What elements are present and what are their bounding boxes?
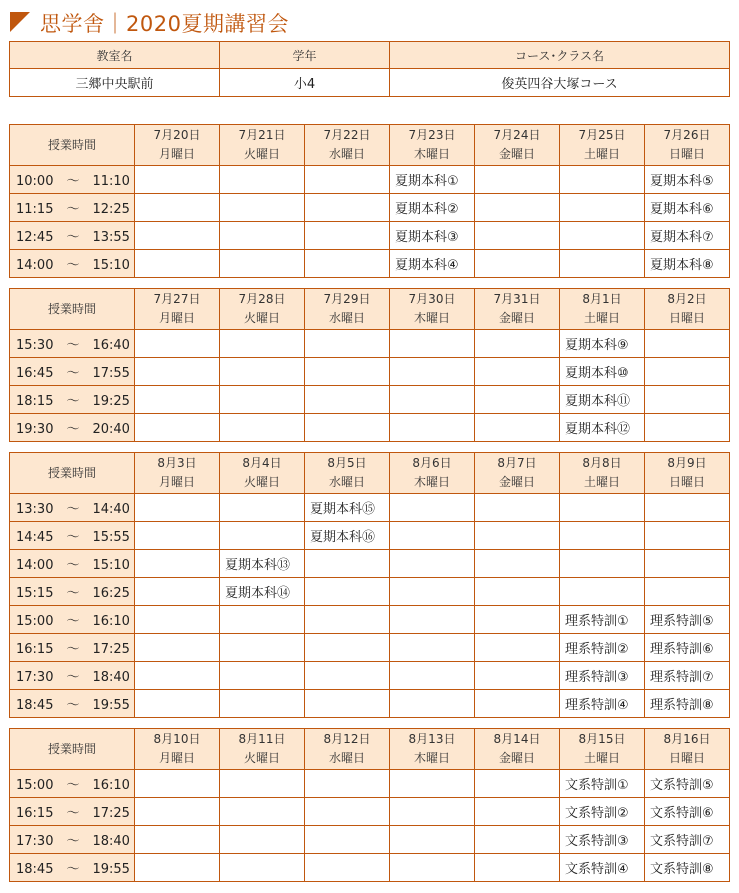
day-date: 8月5日	[327, 456, 367, 470]
day-of-week: 土曜日	[583, 147, 620, 161]
schedule-cell: 夏期本科①	[390, 166, 475, 194]
schedule-cell	[475, 690, 560, 718]
schedule-cell	[135, 358, 220, 386]
schedule-cell	[645, 330, 730, 358]
schedule-cell	[135, 634, 220, 662]
time-slot: 18:45 ～ 19:55	[10, 854, 135, 882]
schedule-row	[10, 494, 730, 522]
schedule-cell	[645, 522, 730, 550]
schedule-cell: 夏期本科③	[390, 222, 475, 250]
schedule-cell	[220, 522, 305, 550]
schedule-cell	[135, 662, 220, 690]
schedule-cell	[135, 550, 220, 578]
schedule-cell	[560, 166, 645, 194]
schedule-cell	[475, 578, 560, 606]
time-slot-header: 授業時間	[10, 289, 135, 330]
schedule-cell	[560, 578, 645, 606]
day-of-week: 月曜日	[158, 475, 195, 489]
day-header	[220, 453, 305, 494]
day-date: 8月8日	[582, 456, 622, 470]
time-slot-header: 授業時間	[10, 729, 135, 770]
schedule-cell	[305, 358, 390, 386]
schedule-cell: 理系特訓⑦	[645, 662, 730, 690]
schedule-cell	[475, 522, 560, 550]
day-header	[390, 729, 475, 770]
day-of-week: 土曜日	[583, 751, 620, 765]
day-of-week: 火曜日	[243, 751, 280, 765]
time-slot: 15:00 ～ 16:10	[10, 606, 135, 634]
schedule-cell: 文系特訓①	[560, 770, 645, 798]
schedule-cell	[560, 522, 645, 550]
schedule-cell	[305, 194, 390, 222]
day-of-week: 火曜日	[243, 311, 280, 325]
day-date: 7月23日	[408, 128, 456, 142]
day-of-week: 水曜日	[328, 475, 365, 489]
schedule-cell: 夏期本科②	[390, 194, 475, 222]
schedule-cell	[560, 494, 645, 522]
classroom-value: 三郷中央駅前	[10, 69, 220, 97]
day-date: 7月22日	[323, 128, 371, 142]
schedule-cell: 理系特訓③	[560, 662, 645, 690]
grade-value: 小4	[220, 69, 390, 97]
schedule-row	[10, 194, 730, 222]
schedule-cell	[390, 522, 475, 550]
schedule-cell: 文系特訓⑥	[645, 798, 730, 826]
schedule-row	[10, 358, 730, 386]
schedule-cell	[390, 358, 475, 386]
schedule-cell	[220, 854, 305, 882]
day-of-week: 木曜日	[413, 311, 450, 325]
schedule-cell: 夏期本科⑯	[305, 522, 390, 550]
schedule-cell	[390, 330, 475, 358]
schedule-row	[10, 854, 730, 882]
schedule-cell	[475, 330, 560, 358]
day-of-week: 土曜日	[583, 311, 620, 325]
day-of-week: 月曜日	[158, 147, 195, 161]
schedule-cell: 理系特訓⑤	[645, 606, 730, 634]
day-of-week: 日曜日	[668, 311, 705, 325]
schedule-cell	[220, 690, 305, 718]
day-header	[305, 289, 390, 330]
schedule-cell	[305, 330, 390, 358]
schedule-cell	[390, 606, 475, 634]
schedule-cell: 夏期本科④	[390, 250, 475, 278]
schedule-cell: 文系特訓⑧	[645, 854, 730, 882]
day-date: 7月20日	[153, 128, 201, 142]
schedule-cell	[475, 662, 560, 690]
day-of-week: 火曜日	[243, 475, 280, 489]
schedule-cell	[475, 606, 560, 634]
schedule-cell	[305, 606, 390, 634]
day-of-week: 日曜日	[668, 751, 705, 765]
schedule-cell: 文系特訓⑤	[645, 770, 730, 798]
day-header	[305, 729, 390, 770]
schedule-cell: 夏期本科⑫	[560, 414, 645, 442]
schedule-cell	[475, 222, 560, 250]
day-date: 7月29日	[323, 292, 371, 306]
schedule-cell	[475, 414, 560, 442]
day-of-week: 金曜日	[498, 311, 535, 325]
schedule-cell: 理系特訓⑥	[645, 634, 730, 662]
day-date: 7月26日	[663, 128, 711, 142]
day-header	[560, 125, 645, 166]
day-date: 7月21日	[238, 128, 286, 142]
schedule-cell	[305, 770, 390, 798]
day-of-week: 水曜日	[328, 311, 365, 325]
time-slot: 17:30 ～ 18:40	[10, 826, 135, 854]
schedule-row	[10, 414, 730, 442]
time-slot: 17:30 ～ 18:40	[10, 662, 135, 690]
schedule-cell	[305, 798, 390, 826]
day-header	[390, 125, 475, 166]
schedule-cell	[645, 494, 730, 522]
schedule-row	[10, 690, 730, 718]
schedule-cell	[135, 414, 220, 442]
schedule-cell	[135, 606, 220, 634]
schedule-cell	[390, 414, 475, 442]
day-of-week: 金曜日	[498, 751, 535, 765]
time-slot-header: 授業時間	[10, 453, 135, 494]
schedule-row	[10, 634, 730, 662]
day-date: 8月10日	[153, 732, 201, 746]
schedule-cell	[135, 854, 220, 882]
schedule-row	[10, 798, 730, 826]
day-date: 8月2日	[667, 292, 707, 306]
schedule-cell	[220, 606, 305, 634]
schedule-cell	[645, 386, 730, 414]
schedule-cell	[135, 250, 220, 278]
day-date: 7月31日	[493, 292, 541, 306]
schedule-cell	[220, 250, 305, 278]
schedule-cell	[645, 358, 730, 386]
day-of-week: 日曜日	[668, 475, 705, 489]
schedule-cell	[560, 250, 645, 278]
day-header	[645, 729, 730, 770]
schedule-cell: 夏期本科⑤	[645, 166, 730, 194]
schedule-cell	[135, 578, 220, 606]
time-slot: 11:15 ～ 12:25	[10, 194, 135, 222]
schedule-table-week-3	[9, 452, 730, 718]
schedule-cell	[475, 250, 560, 278]
day-of-week: 金曜日	[498, 147, 535, 161]
schedule-cell	[390, 770, 475, 798]
time-slot: 15:00 ～ 16:10	[10, 770, 135, 798]
day-header	[560, 289, 645, 330]
schedule-cell: 夏期本科⑬	[220, 550, 305, 578]
day-date: 7月28日	[238, 292, 286, 306]
day-date: 7月24日	[493, 128, 541, 142]
grade-header: 学年	[220, 42, 390, 69]
schedule-cell	[305, 386, 390, 414]
schedule-cell	[220, 662, 305, 690]
schedule-cell	[135, 690, 220, 718]
schedule-row	[10, 606, 730, 634]
schedule-row	[10, 770, 730, 798]
day-header	[135, 289, 220, 330]
time-slot: 16:45 ～ 17:55	[10, 358, 135, 386]
day-date: 8月9日	[667, 456, 707, 470]
schedule-cell: 理系特訓①	[560, 606, 645, 634]
schedule-table-week-1	[9, 124, 730, 278]
day-date: 7月25日	[578, 128, 626, 142]
day-date: 8月1日	[582, 292, 622, 306]
schedule-cell: 夏期本科⑩	[560, 358, 645, 386]
time-slot: 14:00 ～ 15:10	[10, 250, 135, 278]
schedule-cell	[135, 798, 220, 826]
schedule-cell: 理系特訓⑧	[645, 690, 730, 718]
schedule-cell	[475, 634, 560, 662]
schedule-cell: 夏期本科⑦	[645, 222, 730, 250]
time-slot: 14:00 ～ 15:10	[10, 550, 135, 578]
day-header	[305, 125, 390, 166]
schedule-cell	[390, 578, 475, 606]
day-header	[220, 125, 305, 166]
schedule-row	[10, 330, 730, 358]
schedule-cell	[305, 662, 390, 690]
schedule-cell	[475, 826, 560, 854]
schedule-cell	[560, 222, 645, 250]
schedule-cell	[475, 798, 560, 826]
day-of-week: 月曜日	[158, 751, 195, 765]
schedule-row	[10, 578, 730, 606]
day-date: 8月7日	[497, 456, 537, 470]
day-of-week: 木曜日	[413, 475, 450, 489]
schedule-cell	[305, 166, 390, 194]
day-header	[135, 125, 220, 166]
schedule-row	[10, 550, 730, 578]
schedule-cell	[305, 550, 390, 578]
schedule-cell	[645, 414, 730, 442]
schedule-cell	[475, 494, 560, 522]
schedule-cell: 夏期本科⑭	[220, 578, 305, 606]
time-slot: 19:30 ～ 20:40	[10, 414, 135, 442]
day-header	[220, 729, 305, 770]
schedule-cell: 文系特訓③	[560, 826, 645, 854]
schedule-cell: 理系特訓②	[560, 634, 645, 662]
time-slot: 18:45 ～ 19:55	[10, 690, 135, 718]
schedule-cell	[390, 826, 475, 854]
schedule-cell: 理系特訓④	[560, 690, 645, 718]
schedule-cell	[220, 358, 305, 386]
schedule-cell	[645, 578, 730, 606]
triangle-marker-icon	[10, 12, 30, 32]
schedule-cell	[220, 414, 305, 442]
day-of-week: 木曜日	[413, 147, 450, 161]
day-of-week: 金曜日	[498, 475, 535, 489]
schedule-cell	[135, 494, 220, 522]
schedule-cell	[135, 770, 220, 798]
time-slot: 15:30 ～ 16:40	[10, 330, 135, 358]
time-slot: 10:00 ～ 11:10	[10, 166, 135, 194]
day-header	[475, 289, 560, 330]
schedule-cell	[135, 386, 220, 414]
day-header	[475, 125, 560, 166]
schedule-cell	[135, 194, 220, 222]
schedule-table-week-4	[9, 728, 730, 882]
schedule-row	[10, 386, 730, 414]
day-date: 8月13日	[408, 732, 456, 746]
course-value: 俊英四谷大塚コース	[390, 69, 730, 97]
schedule-cell: 夏期本科⑥	[645, 194, 730, 222]
day-of-week: 月曜日	[158, 311, 195, 325]
schedule-row	[10, 250, 730, 278]
time-slot: 16:15 ～ 17:25	[10, 634, 135, 662]
schedule-cell	[220, 634, 305, 662]
day-header	[475, 729, 560, 770]
time-slot: 18:15 ～ 19:25	[10, 386, 135, 414]
day-date: 7月27日	[153, 292, 201, 306]
schedule-cell	[305, 634, 390, 662]
time-slot: 13:30 ～ 14:40	[10, 494, 135, 522]
schedule-cell	[390, 690, 475, 718]
day-header	[560, 453, 645, 494]
schedule-cell	[135, 166, 220, 194]
day-of-week: 日曜日	[668, 147, 705, 161]
schedule-cell	[220, 222, 305, 250]
time-slot-header: 授業時間	[10, 125, 135, 166]
schedule-cell	[220, 494, 305, 522]
schedule-cell	[475, 770, 560, 798]
schedule-cell: 文系特訓④	[560, 854, 645, 882]
day-header	[475, 453, 560, 494]
schedule-cell	[305, 222, 390, 250]
schedule-cell	[475, 166, 560, 194]
time-slot: 16:15 ～ 17:25	[10, 798, 135, 826]
time-slot: 15:15 ～ 16:25	[10, 578, 135, 606]
schedule-cell	[220, 826, 305, 854]
schedule-row	[10, 522, 730, 550]
schedule-cell	[220, 166, 305, 194]
class-info-table	[9, 41, 730, 97]
day-header	[645, 289, 730, 330]
schedule-cell	[305, 826, 390, 854]
schedule-cell	[390, 550, 475, 578]
schedule-cell: 夏期本科⑨	[560, 330, 645, 358]
schedule-cell	[305, 250, 390, 278]
schedule-cell	[305, 414, 390, 442]
schedule-row	[10, 662, 730, 690]
schedule-cell	[560, 194, 645, 222]
schedule-cell	[135, 826, 220, 854]
day-date: 7月30日	[408, 292, 456, 306]
day-date: 8月15日	[578, 732, 626, 746]
day-of-week: 水曜日	[328, 751, 365, 765]
schedule-cell	[390, 662, 475, 690]
schedule-cell: 夏期本科⑪	[560, 386, 645, 414]
day-of-week: 水曜日	[328, 147, 365, 161]
schedule-cell	[220, 798, 305, 826]
day-of-week: 木曜日	[413, 751, 450, 765]
day-date: 8月14日	[493, 732, 541, 746]
classroom-header: 教室名	[10, 42, 220, 69]
schedule-cell	[390, 798, 475, 826]
schedule-cell	[475, 854, 560, 882]
schedule-cell	[560, 550, 645, 578]
schedule-cell	[475, 550, 560, 578]
day-header	[305, 453, 390, 494]
schedule-table-week-2	[9, 288, 730, 442]
day-header	[390, 453, 475, 494]
schedule-cell	[475, 358, 560, 386]
schedule-cell	[305, 578, 390, 606]
time-slot: 12:45 ～ 13:55	[10, 222, 135, 250]
day-header	[390, 289, 475, 330]
schedule-cell	[390, 634, 475, 662]
schedule-cell	[135, 330, 220, 358]
schedule-cell: 夏期本科⑮	[305, 494, 390, 522]
day-header	[135, 453, 220, 494]
schedule-row	[10, 166, 730, 194]
day-date: 8月11日	[238, 732, 286, 746]
day-header	[220, 289, 305, 330]
schedule-cell	[135, 222, 220, 250]
schedule-cell	[305, 854, 390, 882]
day-date: 8月16日	[663, 732, 711, 746]
schedule-cell	[220, 194, 305, 222]
day-header	[135, 729, 220, 770]
day-date: 8月12日	[323, 732, 371, 746]
day-of-week: 土曜日	[583, 475, 620, 489]
schedule-cell	[390, 386, 475, 414]
course-header: コース･クラス名	[390, 42, 730, 69]
schedule-cell: 文系特訓②	[560, 798, 645, 826]
day-of-week: 火曜日	[243, 147, 280, 161]
schedule-cell	[475, 194, 560, 222]
page-header	[10, 8, 289, 38]
day-header	[645, 453, 730, 494]
schedule-row	[10, 222, 730, 250]
schedule-cell	[645, 550, 730, 578]
day-date: 8月4日	[242, 456, 282, 470]
day-date: 8月6日	[412, 456, 452, 470]
day-header	[645, 125, 730, 166]
schedule-row	[10, 826, 730, 854]
schedule-cell	[220, 386, 305, 414]
schedule-cell	[305, 690, 390, 718]
schedule-cell	[135, 522, 220, 550]
schedule-cell	[220, 330, 305, 358]
schedule-cell	[220, 770, 305, 798]
schedule-cell	[390, 854, 475, 882]
day-header	[560, 729, 645, 770]
schedule-cell	[475, 386, 560, 414]
day-date: 8月3日	[157, 456, 197, 470]
schedule-cell	[390, 494, 475, 522]
page-title: 思学舎｜2020夏期講習会	[40, 12, 289, 36]
schedule-cell: 文系特訓⑦	[645, 826, 730, 854]
time-slot: 14:45 ～ 15:55	[10, 522, 135, 550]
schedule-cell: 夏期本科⑧	[645, 250, 730, 278]
